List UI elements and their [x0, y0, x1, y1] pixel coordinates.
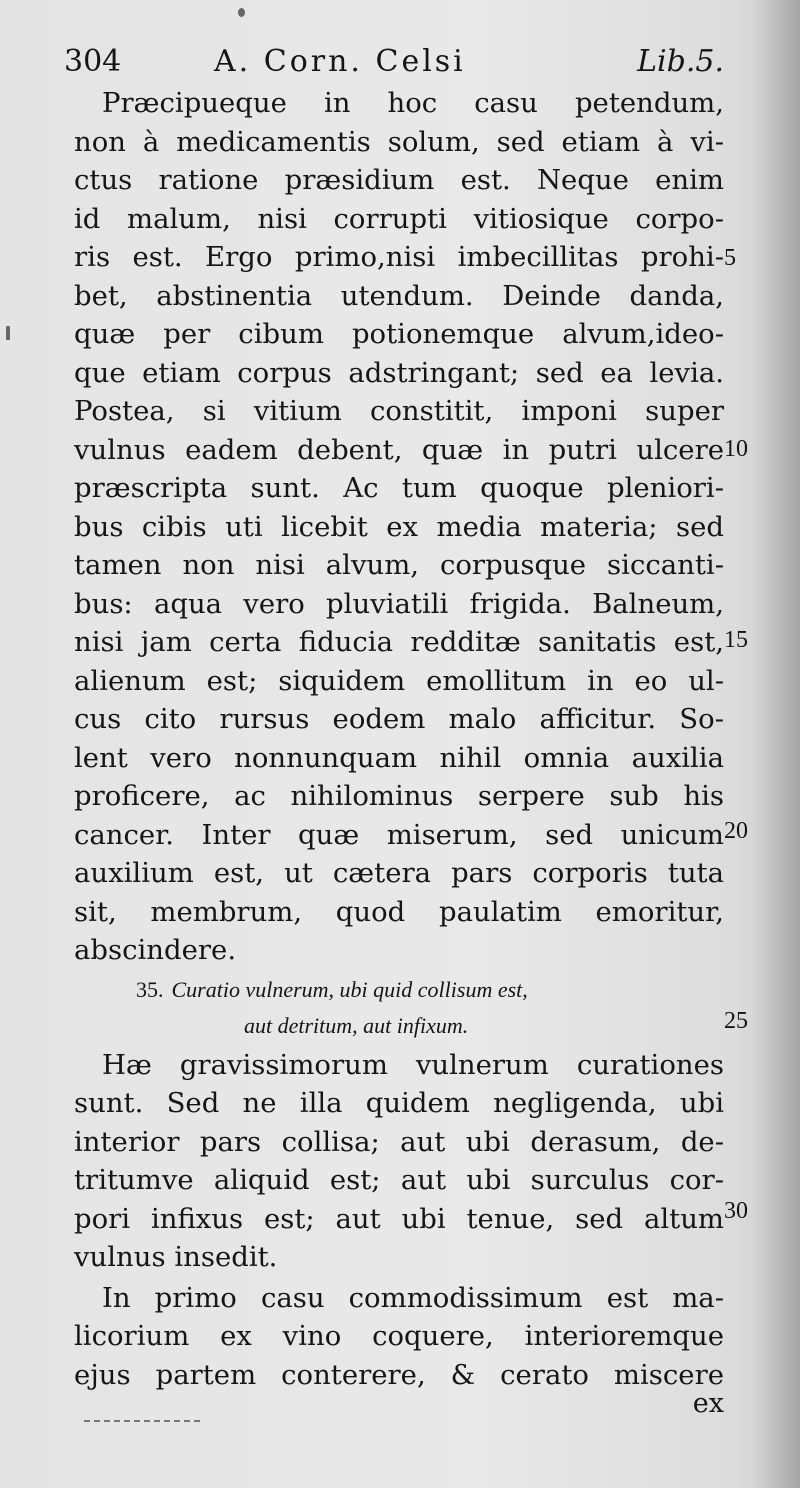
margin-line-number: 15	[724, 627, 748, 653]
text-line: præscripta sunt. Ac tum quoque pleniori-	[74, 472, 724, 504]
text-line: bus: aqua vero pluviatili frigida. Balneum,	[74, 587, 724, 620]
text-line: In primo casu commodissimum est ma-	[102, 1281, 724, 1314]
text-line: nisi jam certa fiducia redditæ sanitatis est,	[74, 626, 724, 658]
text-line: ctus ratione præsidium est. Neque enim	[74, 164, 724, 196]
margin-line-number: 20	[724, 818, 748, 844]
text-line: id malum, nisi corrupti vitiosique corpo-	[74, 202, 724, 235]
text-line: auxilium est, ut cætera pars corporis tuta	[74, 857, 724, 889]
margin-line-number: 25	[724, 1008, 748, 1034]
page-gutter-shadow	[752, 0, 800, 1488]
margin-line-number: 10	[724, 436, 748, 462]
chapter-title-line-1: Curatio vulnerum, ubi quid collisum est,	[171, 976, 528, 1002]
chapter-title-line-2: aut detritum, aut infixum.	[244, 1012, 469, 1038]
text-line: lent vero nonnunquam nihil omnia auxilia	[74, 741, 724, 774]
text-line: vulnus insedit.	[74, 1241, 278, 1273]
catchword: ex	[692, 1388, 724, 1419]
paragraph	[74, 84, 724, 970]
margin-line-number: 30	[724, 1198, 748, 1224]
chapter-number: 35.	[136, 976, 164, 1002]
chapter-heading-line	[74, 972, 724, 1008]
running-header	[64, 44, 724, 88]
text-line: cus cito rursus eodem malo afficitur. So-	[74, 703, 724, 735]
text-line: quæ per cibum potionemque alvum,ideo-	[74, 318, 724, 350]
text-line: vulnus eadem debent, quæ in putri ulcere	[74, 433, 724, 466]
paragraph	[74, 1279, 724, 1395]
text-line: Præcipueque in hoc casu petendum,	[102, 87, 724, 119]
running-title: A. Corn. Celsi	[214, 44, 466, 79]
text-line: non à medicamentis solum, sed etiam à vi-	[74, 125, 724, 158]
text-line: alienum est; siquidem emollitum in eo ul-	[74, 664, 724, 697]
footer-smudge	[84, 1420, 200, 1422]
paragraph	[74, 1046, 724, 1277]
text-line: ejus partem conterere, & cerato miscere	[74, 1358, 724, 1391]
text-line: que etiam corpus adstringant; sed ea levia.	[74, 356, 724, 389]
text-line: tritumve aliquid est; aut ubi surculus cor-	[74, 1164, 724, 1196]
text-line: Hæ gravissimorum vulnerum curationes	[102, 1048, 724, 1081]
ink-speck	[238, 8, 245, 17]
text-line: cancer. Inter quæ miserum, sed unicum	[74, 818, 724, 851]
page-number: 304	[64, 44, 122, 79]
margin-line-number: 5	[724, 245, 736, 271]
text-line: Postea, si vitium constitit, imponi super	[74, 395, 724, 427]
text-line: sunt. Sed ne illa quidem negligenda, ubi	[74, 1087, 724, 1119]
text-line: tamen non nisi alvum, corpusque siccanti-	[74, 549, 724, 581]
ink-speck	[6, 326, 10, 340]
text-line: ris est. Ergo primo,nisi imbecillitas prohi-	[74, 241, 724, 273]
text-line: bus cibis uti licebit ex media materia; sed	[74, 510, 724, 543]
text-line: interior pars collisa; aut ubi derasum, de-	[74, 1125, 724, 1158]
text-line: proficere, ac nihilominus serpere sub his	[74, 780, 724, 812]
text-line: sit, membrum, quod paulatim emoritur,	[74, 895, 724, 928]
text-line: pori infixus est; aut ubi tenue, sed altum	[74, 1202, 724, 1235]
text-line: bet, abstinentia utendum. Deinde danda,	[74, 279, 724, 312]
chapter-heading	[74, 972, 724, 1044]
text-line: licorium ex vino coquere, interioremque	[74, 1320, 724, 1352]
text-line: abscindere.	[74, 934, 237, 966]
body-text	[74, 84, 724, 1394]
book-reference: Lib.5.	[637, 44, 724, 79]
